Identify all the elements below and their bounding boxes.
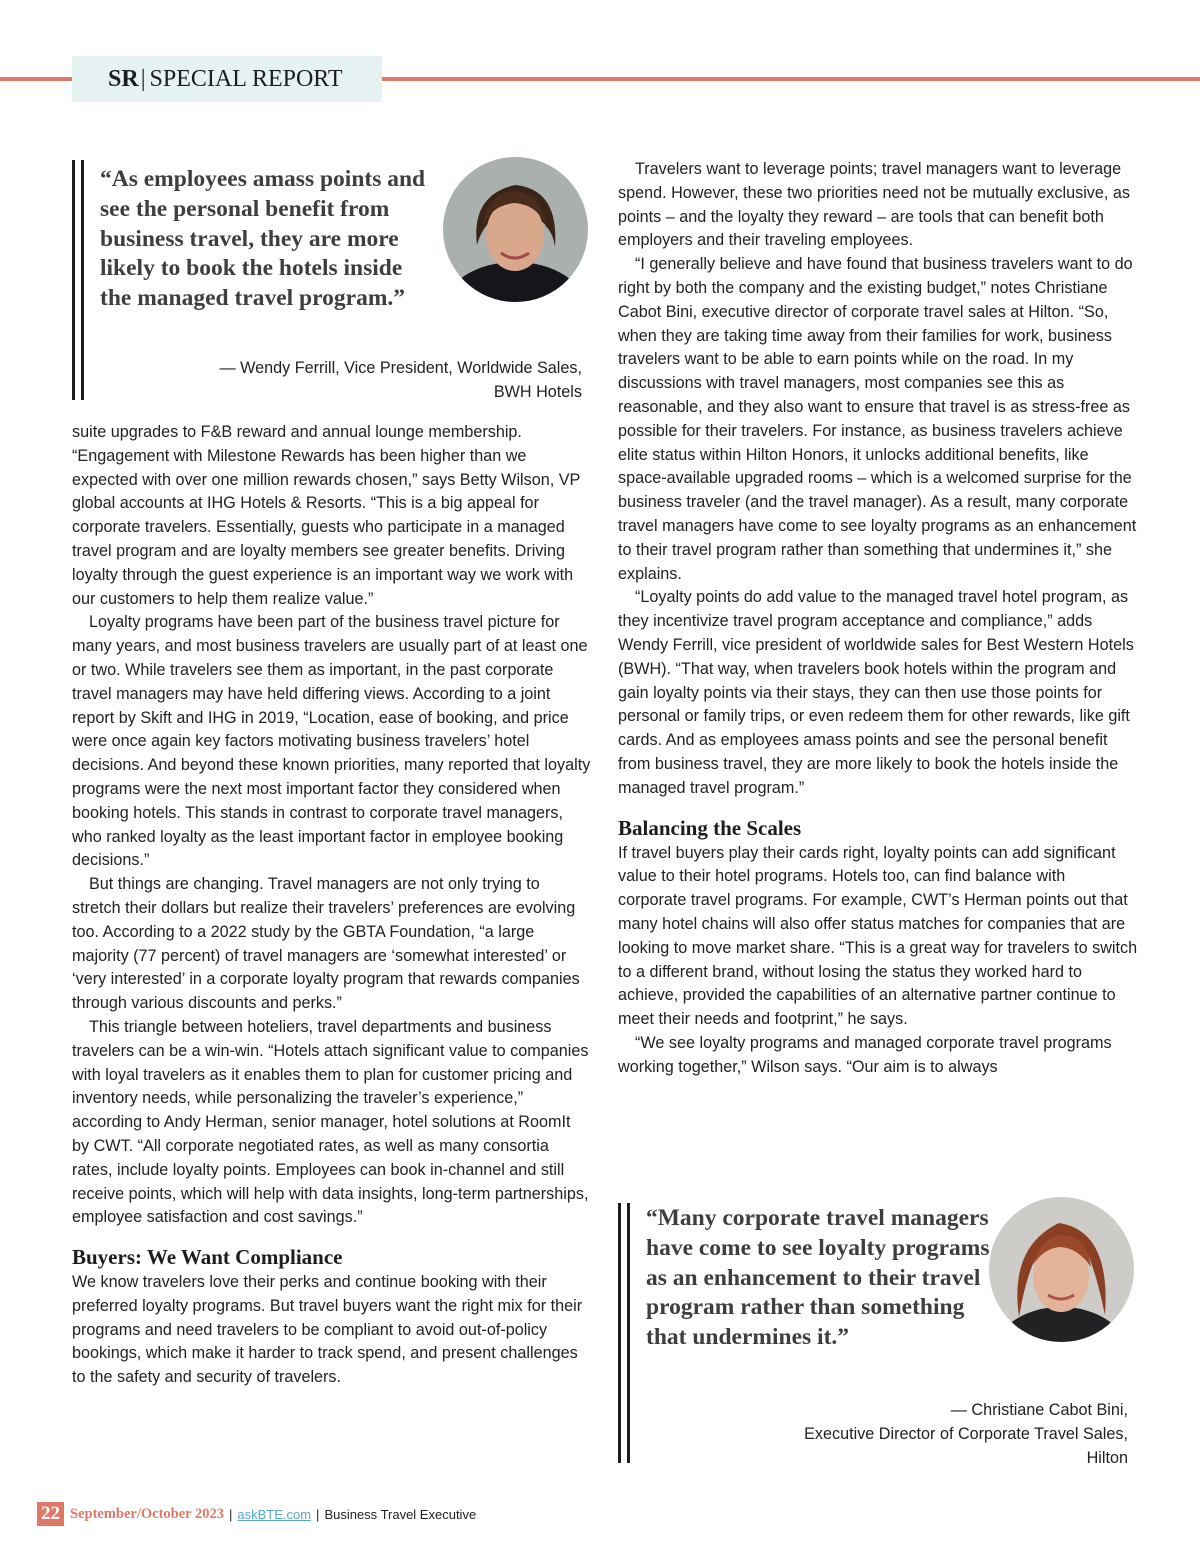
paragraph: This triangle between hoteliers, travel departments and business travelers can be a win-win. “Hotels attach significant value to companies with loyal travelers as it enables them to plan for customer pricing and inventory needs, while personalizing the traveler’s experience,” according to Andy Herman, senior manager, hotel solutions at RoomIt by CWT. “All corporate negotiated rates, as well as many consortia rates, include loyalty points. Employees can book in-channel and still receive points, which will help with data insights, long-term partnerships, employee satisfaction and cost savings.” bbox=[72, 1017, 589, 1227]
section-tag bbox=[72, 56, 382, 102]
publication-name: Business Travel Executive bbox=[324, 1506, 477, 1522]
portrait-wendy-ferrill bbox=[443, 157, 588, 302]
paragraph: We know travelers love their perks and continue booking with their preferred loyalty programs. But travel buyers want the right mix for their programs and need travelers to be compliant to avoid out-of-policy bookings, which make it harder to track spend, and present challenges to the safety and security of travelers. bbox=[72, 1273, 583, 1387]
page-number: 22 bbox=[37, 1502, 64, 1526]
page-footer bbox=[37, 1502, 476, 1526]
pull-quote-attribution bbox=[668, 1399, 1128, 1470]
paragraph: If travel buyers play their cards right, loyalty points can add significant value to their hotel programs. Hotels too, can find balance with corporate travel programs. For example, CWT’s Herman points out that many hotel chains will also offer status matches for companies that are looking to move market share. “This is a great way for travelers to switch to a different brand, without losing the status they worked hard to achieve, provided the capabilities of an alternative partner continue to meet their needs and footprint,” he says. bbox=[618, 843, 1138, 1029]
portrait-image bbox=[443, 157, 588, 302]
paragraph: Travelers want to leverage points; travel managers want to leverage spend. However, these two priorities need not be mutually exclusive, as points – and the loyalty they reward – are tools that can benefit both employers and their traveling employees. bbox=[618, 160, 1130, 250]
website-link[interactable]: askBTE.com bbox=[237, 1506, 312, 1522]
portrait-image bbox=[989, 1197, 1134, 1342]
footer-separator: | bbox=[316, 1506, 320, 1522]
portrait-christiane-cabot-bini bbox=[989, 1197, 1134, 1342]
attribution-line: — Christiane Cabot Bini, bbox=[950, 1401, 1128, 1419]
paragraph: Loyalty programs have been part of the business travel picture for many years, and most business travelers are usually part of at least one or two. While travelers see them as important, in the past corporate travel managers may have held differing views. According to a joint report by Skift and IHG in 2019, “Location, ease of booking, and price were once again key factors motivating business travelers’ hotel decisions. And beyond these known priorities, many reported that loyalty programs were the next most important factor they considered when booking hotels. This stands in contrast to corporate travel managers, who ranked loyalty as the least important factor in employee booking decisions.” bbox=[72, 613, 591, 870]
attribution-line: — Wendy Ferrill, Vice President, Worldwide Sales, bbox=[219, 359, 582, 377]
pull-quote-text: “As employees amass points and see the personal benefit from business travel, they are more likely to book the hotels inside the managed travel program.” bbox=[100, 166, 426, 312]
pull-quote-text: “Many corporate travel managers have come to see loyalty programs as an enhancement to their travel program rather than something that undermines it.” bbox=[646, 1205, 990, 1351]
quote-bar bbox=[81, 160, 84, 400]
attribution-line: Executive Director of Corporate Travel Sales, bbox=[804, 1424, 1128, 1443]
attribution-line: Hilton bbox=[1086, 1448, 1128, 1467]
section-heading: Balancing the Scales bbox=[618, 815, 802, 840]
issue-date: September/October 2023 bbox=[70, 1505, 224, 1522]
section-separator: | bbox=[140, 65, 146, 92]
pull-quote-attribution bbox=[122, 357, 582, 405]
quote-bar bbox=[627, 1203, 630, 1463]
right-column bbox=[618, 158, 1138, 1079]
attribution-line: BWH Hotels bbox=[493, 382, 582, 401]
quote-bar bbox=[72, 160, 75, 400]
footer-separator: | bbox=[228, 1506, 233, 1522]
section-title: SPECIAL REPORT bbox=[149, 65, 343, 92]
paragraph: “Loyalty points do add value to the managed travel hotel program, as they incentivize travel program acceptance and compliance,” adds Wendy Ferrill, vice president of worldwide sales for Best Western Hotels (BWH). “That way, when travelers book hotels within the program and gain loyalty points via their stays, they can then use those points for personal or family trips, or even redeem them for other rewards, like gift cards. And as employees amass points and see the personal benefit from business travel, they are more likely to book the hotels inside the managed travel program.” bbox=[618, 588, 1134, 797]
left-column bbox=[72, 421, 592, 1390]
paragraph: suite upgrades to F&B reward and annual lounge membership. “Engagement with Milestone Rewards has been higher than we expected with over one million rewards chosen,” says Betty Wilson, VP global accounts at IHG Hotels & Resorts. “This is a big appeal for corporate travelers. Essentially, guests who participate in a managed travel program and are loyalty members see greater benefits. Driving loyalty through the guest experience is an important way we work with our customers to help them realize value.” bbox=[72, 423, 581, 608]
section-heading: Buyers: We Want Compliance bbox=[72, 1245, 343, 1270]
paragraph: But things are changing. Travel managers are not only trying to stretch their dollars but realize their travelers’ preferences are evolving too. According to a 2022 study by the GBTA Foundation, “a large majority (77 percent) of travel managers are ‘somewhat interested’ or ‘very interested’ in a corporate loyalty program that rewards companies through various discounts and perks.” bbox=[72, 875, 580, 1013]
quote-bar bbox=[618, 1203, 621, 1463]
paragraph: “We see loyalty programs and managed corporate travel programs working together,” Wilson says. “Our aim is to always bbox=[618, 1033, 1112, 1076]
section-abbr: SR bbox=[108, 65, 139, 92]
paragraph: “I generally believe and have found that business travelers want to do right by both the company and the existing budget,” notes Christiane Cabot Bini, executive director of corporate travel sales at Hilton. “So, when they are taking time away from their families for work, business travelers want to be able to earn points while on the road. In my discussions with travel managers, most companies see this as reasonable, and they also want to ensure that travel is as stress-free as possible for their travelers. For instance, as business travelers achieve elite status within Hilton Honors, it unlocks additional benefits, like space-available upgraded rooms – which is a welcomed surprise for the business traveler (and the travel manager). As a result, many corporate travel managers have come to see loyalty programs as an enhancement to their travel program rather than something that undermines it,” she explains. bbox=[618, 255, 1137, 583]
